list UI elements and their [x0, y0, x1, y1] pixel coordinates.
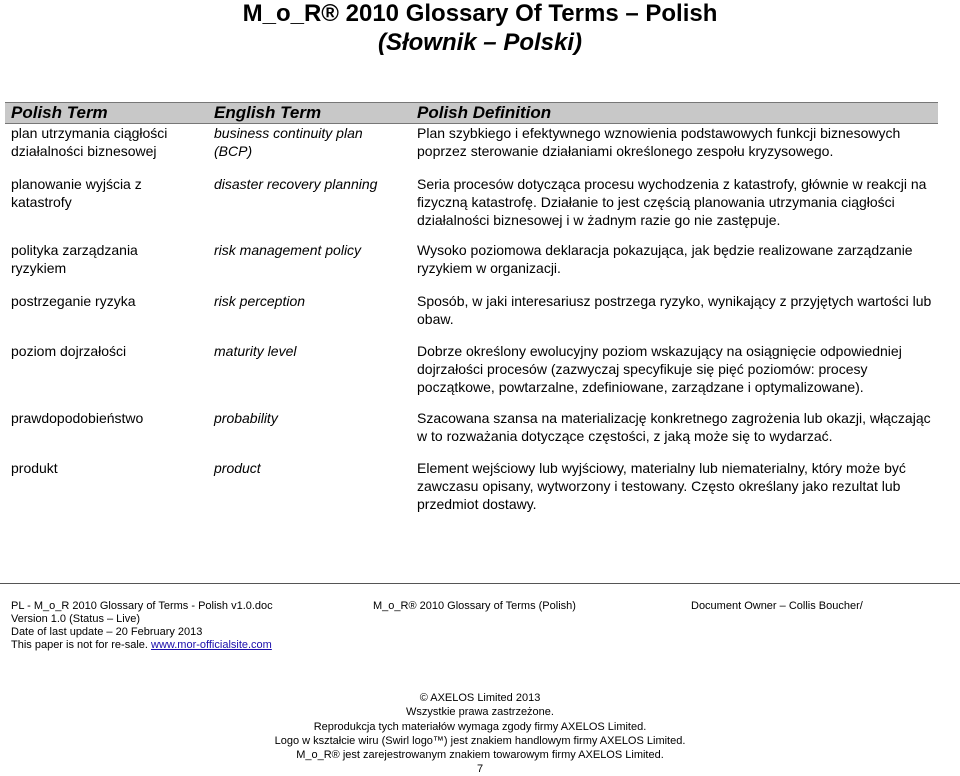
table-row-polish-term: prawdopodobieństwo: [11, 410, 144, 426]
table-row-definition: Szacowana szansa na materializację konkretnego zagrożenia lub okazji, włączając w to rozważania dotyczące częstości, z jaką może się to wydarzać.: [417, 410, 931, 444]
page-subtitle: (Słownik – Polski): [377, 29, 583, 56]
table-row-definition: Seria procesów dotycząca procesu wychodzenia z katastrofy, głównie w reakcji na fizyczną katastrofę. Działanie to jest częścią planowania utrzymania ciągłości działalności biznesowej i w żadnym razie go nie zastępuje.: [417, 176, 927, 228]
table-row-definition: Sposób, w jaki interesariusz postrzega ryzyko, wynikający z przyjętych wartości lub obaw.: [417, 293, 932, 327]
mor-trademark-note: M_o_R® jest zarejestrowanym znakiem towarowym firmy AXELOS Limited.: [296, 749, 664, 761]
table-row-english-term: business continuity plan (BCP): [214, 125, 363, 159]
table-row-definition: Dobrze określony ewolucyjny poziom wskazujący na osiągnięcie odpowiedniej dojrzałości procesów (zazwyczaj specyfikuje się pięć poziomów: procesy początkowe, powtarzalne, zdefiniowane, zarządzane i optymalizowane).: [417, 343, 902, 395]
table-row-english-term: risk perception: [214, 293, 306, 309]
table-row-english-term: maturity level: [214, 343, 297, 359]
table-row-polish-term: polityka zarządzania ryzykiem: [11, 242, 138, 276]
footer-center-title: M_o_R® 2010 Glossary of Terms (Polish): [373, 600, 576, 612]
footer-updated: Date of last update – 20 February 2013: [11, 626, 203, 638]
table-row-english-term: product: [214, 460, 261, 476]
reproduction-note: Reprodukcja tych materiałów wymaga zgody firmy AXELOS Limited.: [313, 721, 647, 733]
column-header-polish-definition: Polish Definition: [417, 103, 552, 122]
rights-reserved: Wszystkie prawa zastrzeżone.: [406, 706, 554, 718]
logo-trademark-note: Logo w kształcie wiru (Swirl logo™) jest znakiem handlowym firmy AXELOS Limited.: [274, 735, 686, 747]
table-row-english-term: risk management policy: [214, 242, 362, 258]
table-row-english-term: probability: [214, 410, 278, 426]
table-row-definition: Plan szybkiego i efektywnego wznowienia podstawowych funkcji biznesowych poprzez sterowanie działaniami określonego zespołu kryzysowego.: [417, 125, 901, 159]
footer-version: Version 1.0 (Status – Live): [11, 613, 141, 625]
table-row-polish-term: plan utrzymania ciągłości działalności biznesowej: [11, 125, 168, 159]
table-header: [5, 102, 938, 124]
column-header-english-term: English Term: [214, 103, 322, 122]
page-number: 7: [476, 763, 484, 775]
footer-divider: [0, 583, 960, 584]
copyright: © AXELOS Limited 2013: [419, 692, 541, 704]
table-row-polish-term: postrzeganie ryzyka: [11, 293, 136, 309]
footer-doc-name: PL - M_o_R 2010 Glossary of Terms - Polish v1.0.doc: [11, 600, 273, 612]
table-row-polish-term: planowanie wyjścia z katastrofy: [11, 176, 142, 210]
footer-owner: Document Owner – Collis Boucher/: [691, 600, 863, 612]
footer-website-link[interactable]: www.mor-officialsite.com: [151, 639, 272, 651]
footer-resale-note: [11, 639, 272, 652]
table-row-english-term: disaster recovery planning: [214, 176, 378, 192]
page-title: M_o_R® 2010 Glossary Of Terms – Polish: [242, 0, 718, 27]
table-row-definition: Element wejściowy lub wyjściowy, materialny lub niematerialny, który może być zawczasu opisany, wytworzony i testowany. Często określany jako rezultat lub przedmiot dostawy.: [417, 460, 906, 512]
table-row-polish-term: produkt: [11, 460, 58, 476]
footer-resale-text: This paper is not for re-sale.: [11, 639, 152, 651]
table-row-definition: Wysoko poziomowa deklaracja pokazująca, jak będzie realizowane zarządzanie ryzykiem w organizacji.: [417, 242, 913, 276]
table-row-polish-term: poziom dojrzałości: [11, 343, 127, 359]
column-header-polish-term: Polish Term: [11, 103, 108, 122]
